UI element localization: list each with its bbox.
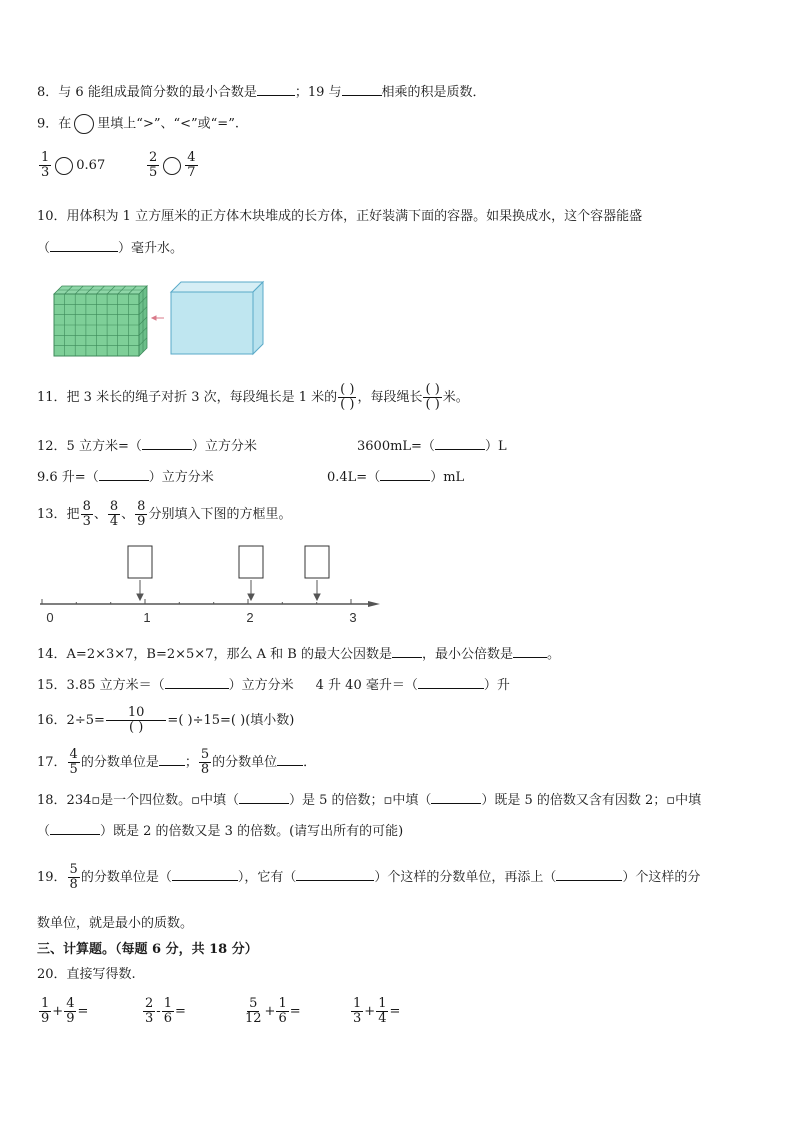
- question-number: 16．: [37, 713, 67, 728]
- question-text: 。: [546, 647, 560, 662]
- question-text: 与 6 能组成最简分数的最小合数是: [58, 85, 257, 100]
- question-text: =( )÷15=( )(填小数): [167, 713, 295, 728]
- answer-box[interactable]: [239, 546, 263, 578]
- question-number: 13．: [37, 507, 67, 522]
- question-12-a: [37, 436, 257, 457]
- question-text: 分别填入下图的方框里。: [148, 507, 292, 522]
- question-16: [37, 703, 294, 739]
- question-text: 把 3 米长的绳子对折 3 次，每段绳长是 1 米的: [66, 390, 338, 405]
- answer-fraction[interactable]: $\frac{( )}{( )}$: [340, 382, 355, 412]
- question-number: 10．: [37, 209, 67, 224]
- question-text: ）是 5 的倍数；▫中填（: [288, 793, 432, 808]
- question-18-line-2: [37, 821, 403, 842]
- question-text: ）立方分米: [191, 439, 257, 454]
- tick-label: 2: [246, 610, 254, 625]
- answer-fraction[interactable]: $\frac{10}{( )}$: [106, 706, 167, 735]
- question-text: ；: [184, 755, 198, 770]
- section-heading: 三、计算题。（每题 6 分，共 18 分）: [37, 942, 258, 957]
- question-number: 20．: [37, 967, 67, 982]
- question-12-d: [327, 467, 464, 488]
- question-17: 17． $\frac{4}{5}$ 的分数单位是 ； $\frac{5}{8}$ 的分数单位 ．: [37, 747, 317, 777]
- question-9: [37, 114, 239, 135]
- question-text: 5 立方米=（: [66, 439, 142, 454]
- answer-fraction[interactable]: $\frac{( )}{( )}$: [425, 382, 440, 412]
- question-text: ．: [303, 755, 317, 770]
- compare-circle[interactable]: [55, 157, 73, 175]
- question-number: 12．: [37, 439, 67, 454]
- answer-blank[interactable]: [296, 867, 374, 881]
- question-text: ）毫升水。: [118, 241, 184, 256]
- answer-box[interactable]: [128, 546, 152, 578]
- question-text: 把: [66, 507, 80, 522]
- question-number: 8．: [37, 85, 59, 100]
- cuboid-figure: [48, 280, 268, 358]
- question-text: ），它有（: [237, 870, 297, 885]
- question-19: 19． $\frac{5}{8}$ 的分数单位是（ ），它有（ ）个这样的分数单位，再添上（ ）个这样的分: [37, 862, 701, 892]
- question-13: 13．把 $\frac{8}{3}$ 、 $\frac{8}{4}$ 、 $\frac{8}{9}$ 分别填入下图的方框里。: [37, 499, 292, 529]
- question-text: 的分数单位是: [80, 755, 159, 770]
- answer-blank[interactable]: [431, 790, 481, 804]
- question-text: （: [37, 241, 51, 256]
- question-text: 3600mL=（: [357, 439, 435, 454]
- question-text: 直接写得数.: [66, 967, 136, 982]
- axis-arrow-icon: [368, 601, 380, 607]
- answer-blank[interactable]: [418, 675, 484, 689]
- question-number: 19．: [37, 870, 67, 885]
- question-15: [37, 675, 510, 696]
- question-text: 234▫是一个四位数。▫中填（: [66, 793, 239, 808]
- question-number: 15．: [37, 678, 67, 693]
- answer-blank[interactable]: [342, 82, 382, 96]
- tick-label: 3: [349, 610, 357, 625]
- question-text: 数单位，就是最小的质数。: [37, 916, 194, 931]
- question-14: [37, 644, 560, 665]
- answer-blank[interactable]: [142, 436, 192, 450]
- question-text: 在: [58, 116, 72, 132]
- calc-item-1: $\frac{1}{9}$ + $\frac{4}{9}$ =: [41, 996, 89, 1026]
- answer-blank[interactable]: [172, 867, 238, 881]
- question-number: 18．: [37, 793, 67, 808]
- question-number: 11．: [37, 390, 67, 405]
- question-text: ）立方分米: [148, 470, 214, 485]
- question-text: 0.4L=（: [327, 470, 381, 485]
- answer-blank[interactable]: [556, 867, 622, 881]
- question-19-line-2: [37, 914, 193, 934]
- arrow-icon: [152, 316, 164, 320]
- question-text: 的分数单位: [212, 755, 278, 770]
- question-text: 相乘的积是质数．: [381, 85, 486, 100]
- denominator: 7: [187, 165, 196, 180]
- answer-blank[interactable]: [99, 467, 149, 481]
- question-text: ）个这样的分: [622, 870, 701, 885]
- answer-blank[interactable]: [392, 644, 422, 658]
- question-text: ）升: [483, 678, 510, 693]
- compare-item-2: [146, 148, 199, 184]
- question-text: ）既是 5 的倍数又含有因数 2；▫中填: [481, 793, 702, 808]
- answer-blank[interactable]: [50, 238, 118, 252]
- compare-value: 0.67: [76, 158, 106, 173]
- compare-item-1: [38, 148, 105, 184]
- answer-blank[interactable]: [159, 752, 185, 766]
- answer-blank[interactable]: [165, 675, 229, 689]
- numerator: 2: [149, 150, 158, 165]
- number-line: [36, 542, 386, 626]
- question-text: A=2×3×7，B=2×5×7，那么 A 和 B 的最大公因数是: [66, 647, 392, 662]
- answer-blank[interactable]: [513, 644, 547, 658]
- question-12-c: [37, 467, 214, 488]
- tick-label: 0: [46, 610, 54, 625]
- question-12-b: [357, 436, 507, 457]
- circle-icon: [74, 114, 94, 134]
- question-text: 米。: [442, 390, 469, 405]
- question-11: [37, 380, 469, 416]
- calc-item-3: $\frac{5}{12}$ + $\frac{1}{6}$ =: [245, 996, 301, 1026]
- question-text: ，每段绳长: [357, 390, 423, 405]
- answer-box[interactable]: [305, 546, 329, 578]
- question-20: [37, 965, 136, 985]
- denominator: 5: [149, 165, 158, 180]
- question-text: ；19 与: [294, 85, 342, 100]
- compare-circle[interactable]: [163, 157, 181, 175]
- answer-blank[interactable]: [50, 821, 100, 835]
- question-text: 里填上“>”、“<”或“=”.: [97, 116, 239, 132]
- question-10-line-1: [37, 207, 642, 227]
- question-text: 2÷5=: [66, 713, 105, 728]
- question-number: 9．: [37, 116, 59, 132]
- question-number: 14．: [37, 647, 67, 662]
- question-text: 的分数单位是（: [80, 870, 172, 885]
- question-text: ）既是 2 的倍数又是 3 的倍数。(请写出所有的可能): [100, 824, 404, 839]
- cube-stack-icon: [54, 286, 147, 356]
- answer-blank[interactable]: [257, 82, 295, 96]
- question-text: 9.6 升=（: [37, 470, 99, 485]
- numerator: 4: [187, 150, 196, 165]
- container-icon: [171, 282, 263, 354]
- question-text: ）个这样的分数单位，再添上（: [374, 870, 557, 885]
- question-text: ）L: [484, 439, 507, 454]
- question-text: 3.85 立方米＝（: [66, 678, 165, 693]
- answer-blank[interactable]: [380, 467, 430, 481]
- answer-blank[interactable]: [239, 790, 289, 804]
- question-text: 4 升 40 毫升＝（: [315, 678, 418, 693]
- denominator: 3: [41, 165, 50, 180]
- answer-blank[interactable]: [435, 436, 485, 450]
- question-text: 用体积为 1 立方厘米的正方体木块堆成的长方体，正好装满下面的容器。如果换成水，这个容器能盛: [66, 209, 643, 224]
- question-number: 17．: [37, 755, 67, 770]
- question-text: （: [37, 824, 51, 839]
- calc-item-4: $\frac{1}{3}$ + $\frac{1}{4}$ =: [353, 996, 401, 1026]
- answer-blank[interactable]: [277, 752, 303, 766]
- calc-item-2: $\frac{2}{3}$ - $\frac{1}{6}$ =: [145, 996, 186, 1026]
- tick-label: 1: [143, 610, 151, 625]
- question-8: [37, 82, 486, 103]
- pointer-arrow-icon: [137, 580, 320, 600]
- numerator: 1: [41, 150, 50, 165]
- question-text: ）mL: [430, 470, 465, 485]
- question-text: ）立方分米: [228, 678, 294, 693]
- question-10-line-2: [37, 238, 183, 259]
- question-text: ，最小公倍数是: [421, 647, 513, 662]
- question-18-line-1: [37, 790, 701, 811]
